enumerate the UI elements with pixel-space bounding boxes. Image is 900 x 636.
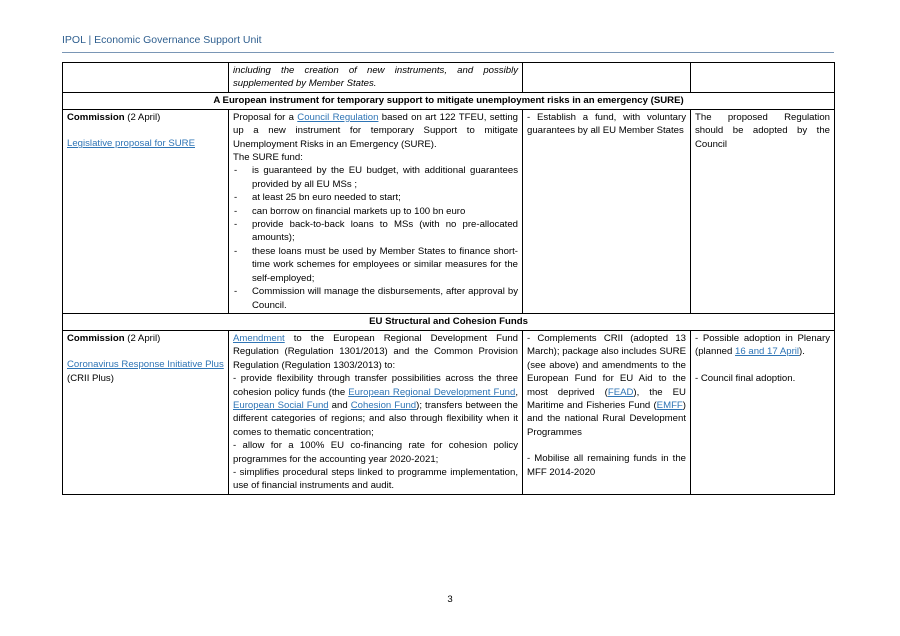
list-item: - is guaranteed by the EU budget, with additional guarantees provided by all EU MSs ;: [233, 164, 518, 191]
institution-cell: [63, 330, 229, 494]
cohesion-fund-link[interactable]: Cohesion Fund: [350, 399, 417, 411]
fund-intro: The SURE fund:: [233, 152, 303, 164]
sure-proposal-link[interactable]: Legislative proposal for SURE: [67, 138, 195, 150]
amendment-link[interactable]: Amendment: [233, 332, 285, 344]
table-row: [63, 330, 835, 494]
erdf-link[interactable]: European Regional Development Fund: [348, 386, 516, 398]
plenary-dates-link[interactable]: 16 and 17 April: [735, 346, 800, 358]
header-divider: [62, 52, 834, 53]
list-item: - these loans must be used by Member States to finance short-time work schemes for employees or similar measures for the self-employed;: [233, 245, 518, 285]
proposal-text: based on art 122 TFEU, setting up a new instrument for temporary Support to mitigate Unemployment Risks in an Emergency (SURE).: [233, 111, 518, 150]
proposal-paragraph: [233, 332, 518, 372]
comment-paragraph: - Mobilise all remaining funds in the MFF 2014-2020: [527, 453, 686, 478]
emff-link[interactable]: EMFF: [656, 399, 683, 411]
comment-cell: - Establish a fund, with voluntary guarantees by all EU Member States: [523, 109, 691, 313]
crii-plus-suffix: (CRII Plus): [67, 372, 114, 384]
proposal-cell: [229, 330, 523, 494]
institution-name: Commission: [67, 111, 125, 123]
table-row: [63, 63, 835, 93]
institution-date: (2 April): [127, 332, 161, 344]
section-header-row: [63, 92, 835, 109]
table-cell: [691, 63, 835, 93]
list-item: - can borrow on financial markets up to 100 bn euro: [233, 205, 518, 218]
list-item: - Commission will manage the disbursements, after approval by Council.: [233, 285, 518, 312]
section-header-row: [63, 313, 835, 330]
comment-text: ) and the national Rural Development Programmes: [527, 399, 686, 438]
running-header: IPOL | Economic Governance Support Unit: [62, 34, 262, 46]
section-title-sure: A European instrument for temporary support to mitigate unemployment risks in an emergency (SURE): [63, 92, 835, 109]
table-row: [63, 109, 835, 313]
proposal-paragraph: [233, 372, 518, 439]
next-steps-text: - Possible adoption in Plenary (planned: [695, 332, 830, 358]
proposal-text: Proposal for a: [233, 111, 298, 123]
table-cell: [523, 63, 691, 93]
continued-text-cell: including the creation of new instruments, and possibly supplemented by Member States.: [229, 63, 523, 93]
list-item: - at least 25 bn euro needed to start;: [233, 191, 518, 204]
proposal-text: ); transfers between the different categories of regions; and also through flexibility when it comes to thematic concentration;: [233, 399, 519, 438]
fead-link[interactable]: FEAD: [607, 386, 634, 398]
comment-cell: [523, 330, 691, 494]
proposal-text: to the European Regional Development Fund Regulation (Regulation 1301/2013) and the Common Provision Regulation (Regulation 1303/2013) to:: [233, 332, 518, 371]
page-number: 3: [447, 594, 453, 605]
council-regulation-link[interactable]: Council Regulation: [297, 111, 379, 123]
separator-text: ,: [515, 386, 518, 398]
next-steps-paragraph: [695, 332, 830, 359]
next-steps-cell: The proposed Regulation should be adopted by the Council: [691, 109, 835, 313]
next-steps-cell: [691, 330, 835, 494]
fund-bullet-list: [233, 164, 518, 311]
crii-plus-link[interactable]: Coronavirus Response Initiative Plus: [67, 359, 224, 371]
table-cell: [63, 63, 229, 93]
proposal-paragraph: - allow for a 100% EU co-financing rate for cohesion policy programmes for the accounting year 2020-2021;: [233, 440, 518, 465]
comment-text: - Complements CRII (adopted 13 March); package also includes SURE (see above) and amendments to the European Fund for EU Aid to the most deprived (: [527, 332, 686, 398]
proposal-text: - provide flexibility through transfer possibilities across the three cohesion policy funds (the: [233, 373, 518, 398]
list-item: - provide back-to-back loans to MSs (with no pre-allocated amounts);: [233, 218, 518, 245]
next-steps-paragraph: - Council final adoption.: [695, 372, 796, 384]
separator-text: and: [328, 399, 351, 411]
comment-paragraph: [527, 332, 686, 439]
legislative-tracker-table: [62, 62, 835, 495]
institution-date: (2 April): [127, 111, 161, 123]
esf-link[interactable]: European Social Fund: [233, 399, 329, 411]
next-steps-text: ).: [799, 346, 805, 358]
proposal-paragraph: - simplifies procedural steps linked to programme implementation, use of financial instruments and audit.: [233, 466, 518, 492]
institution-cell: [63, 109, 229, 313]
proposal-cell: [229, 109, 523, 313]
comment-text: ), the EU Maritime and Fisheries Fund (: [527, 386, 686, 411]
section-title-esif: EU Structural and Cohesion Funds: [63, 313, 835, 330]
institution-name: Commission: [67, 332, 125, 344]
